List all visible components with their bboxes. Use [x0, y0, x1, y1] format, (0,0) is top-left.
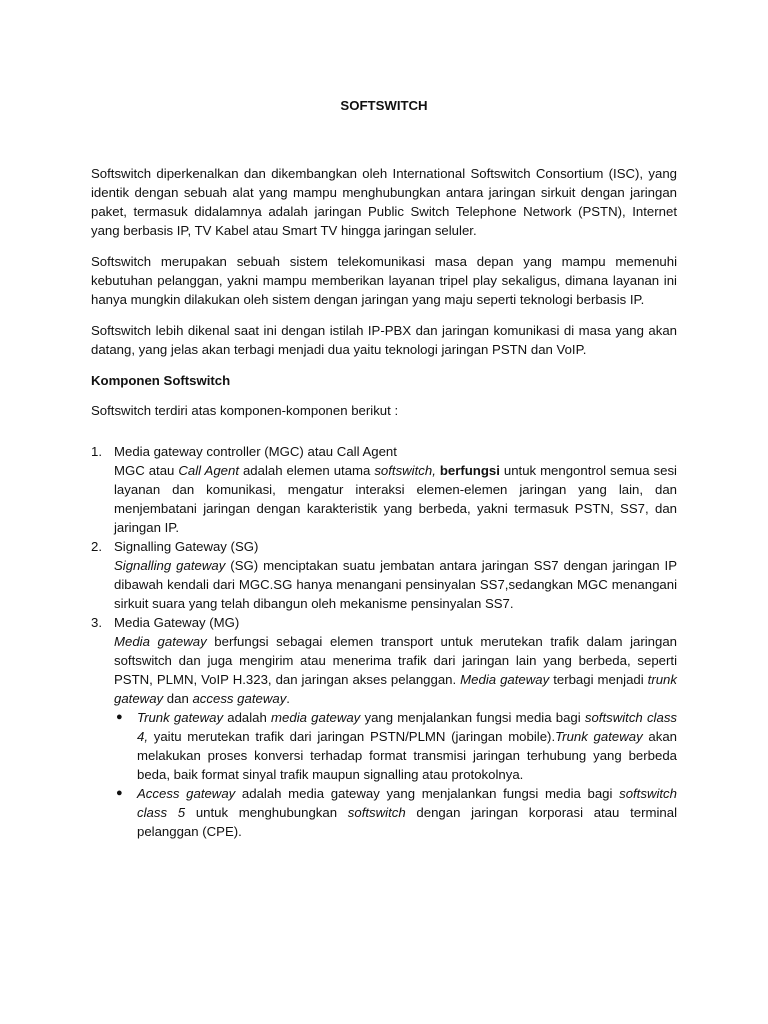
text-run: .: [286, 691, 290, 706]
bullet-item-access-gateway: [114, 784, 677, 841]
text-run: adalah media gateway yang menjalankan fungsi media bagi: [235, 786, 620, 801]
text-run: akan melakukan proses konversi terhadap format transmisi jaringan terhubung yang berbeda beda, baik format sinyal trafik maupun signalling atau protokolnya.: [137, 729, 678, 782]
text-run: dengan jaringan korporasi atau terminal pelanggan (CPE).: [137, 805, 678, 839]
component-title: Media Gateway (MG): [114, 615, 240, 630]
text-run: untuk menghubungkan: [185, 805, 348, 820]
section-intro: Softswitch terdiri atas komponen-komponen berikut :: [91, 403, 399, 418]
text-run-italic: softswitch class 5: [137, 786, 677, 820]
text-run: terbagi menjadi: [549, 672, 648, 687]
component-title: Media gateway controller (MGC) atau Call Agent: [114, 444, 397, 459]
bullet-icon: ●: [116, 787, 123, 799]
text-run: yaitu merutekan trafik dari jaringan PSTN/PLMN (jaringan mobile).: [148, 729, 556, 744]
text-run-italic: trunk gateway: [114, 672, 677, 706]
component-description: [114, 632, 677, 708]
document-page: [91, 96, 677, 841]
text-run: adalah: [223, 710, 272, 725]
text-run-italic: media gateway: [271, 710, 361, 725]
text-run-italic: Media gateway: [460, 672, 550, 687]
text-run-italic: Call Agent: [178, 463, 239, 478]
text-run-italic: access gateway: [192, 691, 287, 706]
text-run-italic: Access gateway: [137, 786, 236, 801]
component-item-mgc: [91, 442, 677, 537]
list-number: 2.: [91, 539, 102, 554]
paragraph-ip-pbx: Softswitch lebih dikenal saat ini dengan istilah IP-PBX dan jaringan komunikasi di masa yang akan datang, yang jelas akan terbagi menjadi dua yaitu teknologi jaringan PSTN dan VoIP.: [91, 323, 677, 357]
text-run: dan: [163, 691, 193, 706]
text-run-italic: Signalling gateway: [114, 558, 226, 573]
text-run-italic: softswitch: [347, 805, 406, 820]
text-run: adalah elemen utama: [239, 463, 375, 478]
text-run-bold: berfungsi: [439, 463, 500, 478]
paragraph-future-system: Softswitch merupakan sebuah sistem telekomunikasi masa depan yang mampu memenuhi kebutuhan pelanggan, yakni mampu memberikan layanan tripel play sekaligus, dimana layanan ini hanya mungkin dilakukan oleh sistem dengan jaringan yang maju seperti teknologi berbasis IP.: [91, 254, 677, 307]
section-heading-components: Komponen Softswitch: [91, 373, 231, 388]
component-list: [91, 442, 677, 841]
paragraph-intro-isc: Softswitch diperkenalkan dan dikembangkan oleh International Softswitch Consortium (ISC), yang identik dengan sebuah alat yang mampu menghubungkan antara jaringan sirkuit dengan jaringan paket, termasuk didalamnya adalah jaringan Public Switch Telephone Network (PSTN), Internet yang berbasis IP, TV Kabel atau Smart TV hingga jaringan seluler.: [91, 166, 677, 238]
text-run: untuk mengontrol semua sesi layanan dan komunikasi, mengatur interaksi elemen-elemen jaringan yang lain, dan menjembatani jaringan dengan karakteristik yang berbeda, yakni termasuk PSTN, SS7, dan jaringan IP.: [114, 463, 677, 535]
list-number: 1.: [91, 444, 102, 459]
text-run: yang menjalankan fungsi media bagi: [360, 710, 585, 725]
component-description: [114, 461, 677, 537]
bullet-item-trunk-gateway: [114, 708, 677, 784]
text-run: berfungsi sebagai elemen transport untuk merutekan trafik dalam jaringan softswitch dan juga mengirim atau menerima trafik dari jaringan lain yang berbeda, seperti PSTN, PLMN, VoIP H.323, dan jaringan akses pelanggan.: [114, 634, 678, 687]
text-run: (SG) menciptakan suatu jembatan antara jaringan SS7 dengan jaringan IP dibawah kendali dari MGC.SG hanya menangani pensinyalan SS7,sedangkan MGC menangani sirkuit suara yang telah dibangun oleh mekanisme pensinyalan SS7.: [114, 558, 677, 611]
bullet-icon: ●: [116, 711, 123, 723]
text-run-italic: Trunk gateway: [555, 729, 643, 744]
text-run-italic: softswitch class 4,: [137, 710, 678, 744]
text-run: MGC atau: [114, 463, 179, 478]
component-item-sg: [91, 537, 677, 613]
component-description: [114, 556, 677, 613]
text-run-italic: Media gateway: [114, 634, 207, 649]
gateway-type-list: [114, 708, 677, 841]
component-title: Signalling Gateway (SG): [114, 539, 259, 554]
list-number: 3.: [91, 615, 102, 630]
text-run-italic: Trunk gateway: [137, 710, 224, 725]
page-title: SOFTSWITCH: [340, 98, 428, 113]
component-item-mg: [91, 613, 677, 841]
text-run-italic: softswitch,: [374, 463, 436, 478]
